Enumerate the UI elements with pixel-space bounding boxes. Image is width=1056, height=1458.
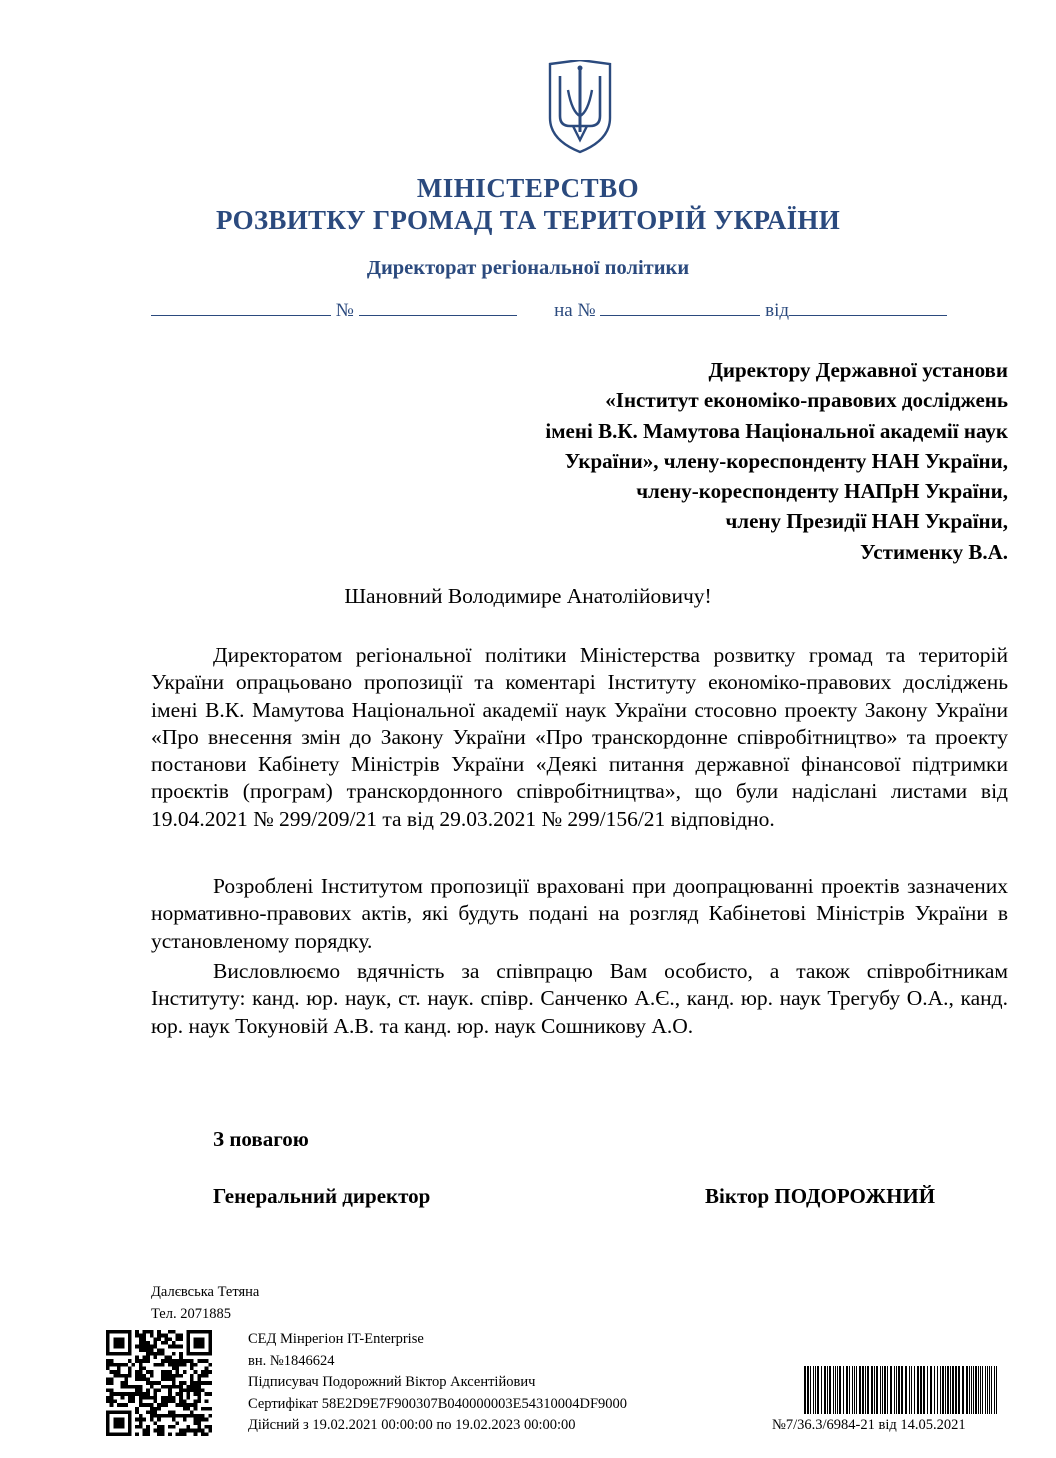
sed-line: вн. №1846624: [248, 1352, 335, 1369]
sed-line: Підписувач Подорожний Віктор Аксентійович: [248, 1374, 536, 1390]
recipient-line: імені В.К. Мамутова Національної академії наук: [545, 418, 1008, 443]
recipient-line: Устименку В.А.: [860, 539, 1008, 564]
body-paragraph-2: Розроблені Інститутом пропозиції враховані при доопрацюванні проектів зазначених нормативно-правових актів, які будуть подані на розгляд Кабінетові Міністрів України в установленому порядку.: [151, 874, 1008, 953]
date-blank: [151, 297, 331, 316]
trident-emblem-icon: [546, 60, 614, 154]
recipient-line: України», члену-кореспонденту НАН України,: [564, 448, 1008, 473]
directorate-title: Директорат регіональної політики: [366, 257, 690, 279]
recipient-line: Директору Державної установи: [708, 358, 1008, 382]
ministry-title-line2: РОЗВИТКУ ГРОМАД ТА ТЕРИТОРІЙ УКРАЇНИ: [215, 205, 841, 235]
reply-number-blank: [600, 297, 760, 316]
salutation: Шановний Володимире Анатолійовичу!: [344, 584, 712, 608]
recipient-line: члену Президії НАН України,: [725, 509, 1008, 534]
body-paragraph-1: Директоратом регіональної політики Міністерства розвитку громад та територій України опрацьовано пропозиції та коментарі Інституту економіко-правових досліджень імені В.К. Мамутова Національної академії наук України стосовно проекту Закону України «Про внесення змін до Закону України «Про транскордонне співробітництво» та проекту постанови Кабінету Міністрів України «Деякі питання державної фінансової підтримки проєктів (програм) транскордонного співробітництва», що були надіслані листами від 19.04.2021 № 299/209/21 та від 29.03.2021 № 299/156/21 відповідно.: [151, 643, 1008, 831]
ministry-title-line1: МІНІСТЕРСТВО: [416, 173, 640, 203]
executor-name: Далєвська Тетяна: [151, 1284, 260, 1300]
body-paragraph-3: Висловлюємо вдячність за співпрацю Вам особисто, а також співробітникам Інституту: канд. юр. наук, ст. наук. співр. Санченко А.Є., канд. юр. наук Трегубу О.А., канд. юр. наук Токуновій А.В. та канд. юр. наук Сошникову А.О.: [151, 959, 1008, 1038]
barcode-icon: [804, 1366, 1000, 1414]
recipient-block: [545, 355, 1008, 567]
registration-number: №7/36.3/6984-21 від 14.05.2021: [772, 1417, 966, 1433]
number-label: №: [335, 300, 354, 321]
signer-position: Генеральний директор: [213, 1184, 431, 1208]
reply-date-blank: [789, 297, 947, 316]
qr-code-icon: [106, 1330, 212, 1436]
recipient-line: члену-кореспонденту НАПрН України,: [636, 479, 1008, 504]
reply-number-label: на №: [554, 300, 596, 321]
executor-phone: Тел. 2071885: [151, 1305, 231, 1322]
recipient-line: «Інститут економіко-правових досліджень: [605, 388, 1008, 413]
number-blank: [359, 297, 517, 316]
signer-name: Віктор ПОДОРОЖНИЙ: [705, 1184, 936, 1208]
closing-regards: З повагою: [213, 1127, 309, 1151]
reply-date-label: від: [765, 300, 790, 321]
sed-line: Сертифікат 58E2D9E7F900307B040000003E54310004DF9000: [248, 1395, 628, 1412]
electronic-signature-info: [248, 1329, 627, 1437]
sed-line: СЕД Мінрегіон IT-Enterprise: [248, 1331, 424, 1347]
sed-line: Дійсний з 19.02.2021 00:00:00 по 19.02.2023 00:00:00: [248, 1417, 576, 1433]
executor-info: [151, 1282, 259, 1325]
registration-line: [151, 297, 947, 322]
